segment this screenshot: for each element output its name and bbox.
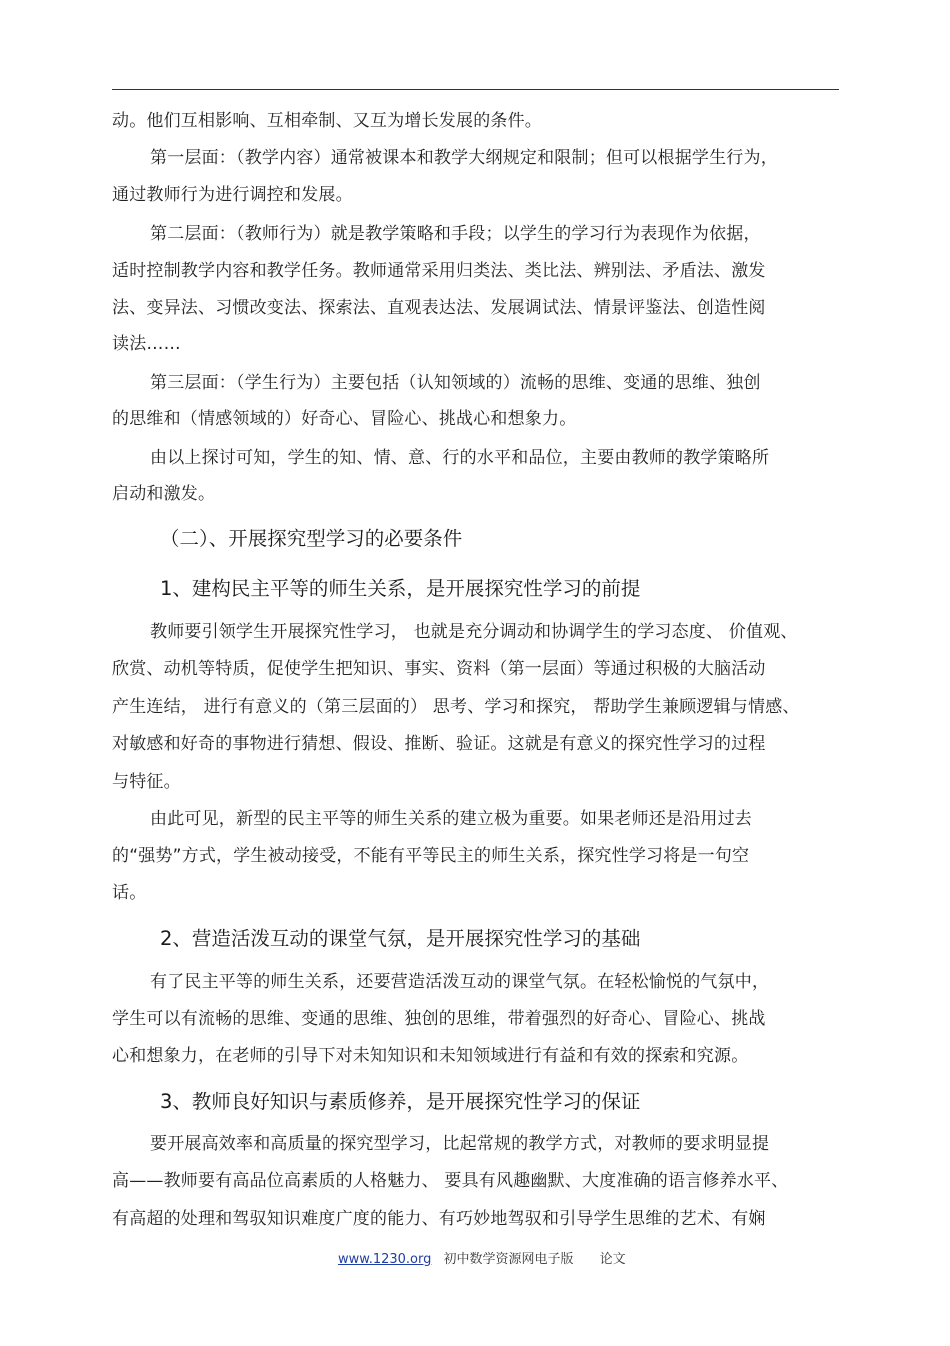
paragraph-line: 的“强势”方式，学生被动接受，不能有平等民主的师生关系，探究性学习将是一句空 [112, 846, 750, 866]
paragraph-line: 启动和激发。 [112, 484, 216, 504]
paragraph-line: 心和想象力，在老师的引导下对未知知识和未知领域进行有益和有效的探索和究源。 [112, 1046, 749, 1066]
header-rule [112, 89, 839, 90]
paragraph-line: 由以上探讨可知，学生的知、情、意、行的水平和品位，主要由教师的教学策略所 [150, 448, 770, 468]
paragraph-line: 要开展高效率和高质量的探究型学习，比起常规的教学方式，对教师的要求明显提 [150, 1134, 770, 1154]
paragraph-line: 通过教师行为进行调控和发展。 [112, 185, 353, 205]
subsection-heading: 1、建构民主平等的师生关系，是开展探究性学习的前提 [160, 577, 641, 600]
footer-link[interactable]: www.1230.org [338, 1252, 432, 1267]
paragraph-line: 产生连结， 进行有意义的（第三层面的） 思考、学习和探究， 帮助学生兼顾逻辑与情感、 [112, 697, 800, 717]
paragraph-line: 高——教师要有高品位高素质的人格魅力、 要具有风趣幽默、大度准确的语言修养水平、 [112, 1171, 789, 1191]
paragraph-line: 对敏感和好奇的事物进行猜想、假设、推断、验证。这就是有意义的探究性学习的过程 [112, 734, 766, 754]
paragraph-line: 法、变异法、习惯改变法、探索法、直观表达法、发展调试法、情景评鉴法、创造性阅 [112, 298, 766, 318]
footer-site-name: 初中数学资源网电子版 [443, 1252, 574, 1267]
paragraph-line: 欣赏、动机等特质，促使学生把知识、事实、资料（第一层面）等通过积极的大脑活动 [112, 659, 766, 679]
paragraph-line: 的思维和（情感领域的）好奇心、冒险心、挑战心和想象力。 [112, 409, 577, 429]
section-heading: （二）、开展探究型学习的必要条件 [160, 527, 463, 550]
page-footer [338, 1251, 626, 1269]
paragraph-line: 适时控制教学内容和教学任务。教师通常采用归类法、类比法、辨别法、矛盾法、激发 [112, 261, 766, 281]
subsection-heading: 3、教师良好知识与素质修养，是开展探究性学习的保证 [160, 1090, 641, 1113]
paragraph-line: 与特征。 [112, 772, 181, 792]
paragraph-line: 教师要引领学生开展探究性学习， 也就是充分调动和协调学生的学习态度、 价值观、 [150, 622, 798, 642]
paragraph-line: 有高超的处理和驾驭知识难度广度的能力、有巧妙地驾驭和引导学生思维的艺术、有娴 [112, 1209, 766, 1229]
paragraph-line: 第二层面：（教师行为）就是教学策略和手段；以学生的学习行为表现作为依据， [150, 224, 761, 244]
subsection-heading: 2、营造活泼互动的课堂气氛，是开展探究性学习的基础 [160, 927, 641, 950]
footer-category: 论文 [599, 1252, 626, 1267]
paragraph-line: 由此可见，新型的民主平等的师生关系的建立极为重要。如果老师还是沿用过去 [150, 809, 752, 829]
paragraph-line: 第一层面：（教学内容）通常被课本和教学大纲规定和限制；但可以根据学生行为， [150, 148, 778, 168]
paragraph-line: 学生可以有流畅的思维、变通的思维、独创的思维，带着强烈的好奇心、冒险心、挑战 [112, 1009, 766, 1029]
paragraph-line: 话。 [112, 883, 147, 903]
paragraph-line: 读法…… [112, 334, 181, 354]
paragraph-line: 有了民主平等的师生关系，还要营造活泼互动的课堂气氛。在轻松愉悦的气氛中， [150, 972, 770, 992]
paragraph-line: 第三层面：（学生行为）主要包括（认知领域的）流畅的思维、变通的思维、独创 [150, 373, 761, 393]
paragraph-line: 动。他们互相影响、互相牵制、又互为增长发展的条件。 [112, 111, 542, 131]
